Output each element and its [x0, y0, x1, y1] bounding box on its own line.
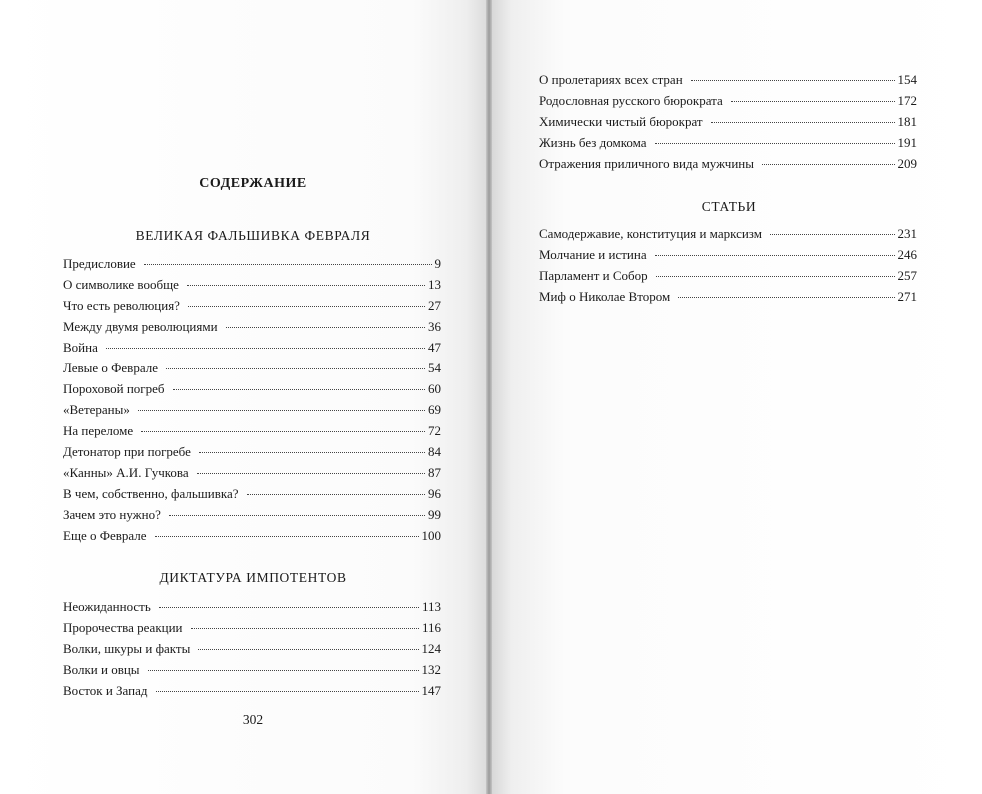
toc-entry	[63, 528, 441, 549]
toc-entry-page: 60	[428, 381, 441, 397]
toc-entry-title: Химически чистый бюрократ	[539, 113, 703, 129]
toc-entry-title: Родословная русского бюрократа	[539, 92, 723, 108]
toc-entry-page: 87	[428, 464, 441, 480]
toc-entry-title: «Канны» А.И. Гучкова	[63, 464, 189, 480]
toc-list	[539, 226, 917, 310]
dot-leader	[155, 536, 419, 537]
toc-entry-page: 47	[428, 339, 441, 355]
section-heading: ВЕЛИКАЯ ФАЛЬШИВКА ФЕВРАЛЯ	[135, 228, 371, 243]
toc-entry	[63, 507, 441, 528]
toc-entry	[63, 381, 441, 402]
toc-entry-title: Неожиданность	[63, 599, 151, 614]
dot-leader	[678, 297, 894, 298]
toc-entry-page: 231	[897, 226, 917, 241]
toc-entry-page: 72	[428, 423, 441, 439]
dot-leader	[199, 452, 425, 453]
toc-entry	[63, 465, 441, 486]
toc-entry-page: 100	[421, 527, 441, 543]
dot-leader	[226, 327, 425, 328]
toc-entry-page: 181	[897, 113, 917, 129]
toc-entry	[63, 683, 441, 704]
toc-entry-page: 99	[428, 506, 441, 522]
toc-entry-title: В чем, собственно, фальшивка?	[63, 485, 239, 501]
toc-entry-page: 84	[428, 444, 441, 460]
toc-entry	[63, 662, 441, 683]
toc-entry-page: 9	[434, 256, 441, 271]
dot-leader	[247, 494, 425, 495]
toc-entry-title: Предисловие	[63, 256, 136, 271]
toc-entry	[539, 156, 917, 177]
dot-leader	[141, 431, 425, 432]
toc-entry	[63, 641, 441, 662]
toc-entry	[63, 298, 441, 319]
toc-entry	[63, 256, 441, 277]
dot-leader	[711, 122, 895, 123]
left-page	[0, 0, 486, 794]
toc-entry-title: Левые о Феврале	[63, 360, 158, 376]
dot-leader	[187, 285, 425, 286]
toc-entry-page: 36	[428, 318, 441, 334]
toc-entry	[539, 268, 917, 289]
toc-entry-page: 246	[897, 246, 917, 262]
toc-entry-page: 132	[421, 661, 441, 677]
toc-entry-page: 116	[421, 619, 441, 635]
dot-leader	[731, 101, 895, 102]
dot-leader	[198, 649, 418, 650]
toc-entry	[539, 114, 917, 135]
toc-entry-title: Детонатор при погребе	[63, 444, 191, 460]
toc-entry-title: Парламент и Собор	[539, 267, 648, 283]
toc-entry-title: Миф о Николае Втором	[539, 288, 671, 304]
toc-entry	[63, 340, 441, 361]
toc-entry-page: 96	[428, 485, 441, 501]
toc-entry-title: Война	[63, 339, 98, 355]
toc-entry	[63, 620, 441, 641]
page-number: 302	[242, 712, 264, 727]
dot-leader	[156, 691, 419, 692]
toc-entry-title: Пророчества реакции	[63, 619, 183, 635]
toc-entry-title: Волки, шкуры и факты	[63, 640, 191, 656]
toc-entry	[63, 360, 441, 381]
toc-entry-page: 13	[428, 276, 441, 292]
toc-entry-page: 69	[428, 402, 441, 418]
toc-entry	[63, 423, 441, 444]
toc-entry-page: 147	[421, 682, 441, 698]
toc-entry-page: 257	[897, 267, 917, 283]
dot-leader	[762, 164, 895, 165]
toc-entry-page: 191	[897, 134, 917, 150]
toc-entry-page: 154	[897, 72, 917, 87]
toc-entry-title: Пороховой погреб	[63, 381, 165, 397]
dot-leader	[188, 306, 425, 307]
dot-leader	[144, 264, 432, 265]
dot-leader	[770, 234, 895, 235]
section-heading: СТАТЬИ	[701, 199, 757, 214]
toc-entry-title: Зачем это нужно?	[63, 506, 161, 522]
toc-entry-title: Между двумя революциями	[63, 318, 218, 334]
toc-entry-title: Что есть революция?	[63, 297, 180, 313]
section-heading: ДИКТАТУРА ИМПОТЕНТОВ	[159, 570, 347, 585]
dot-leader	[106, 348, 425, 349]
toc-entry	[539, 289, 917, 310]
dot-leader	[148, 670, 419, 671]
toc-entry-title: Восток и Запад	[63, 682, 148, 698]
right-page	[492, 0, 982, 794]
toc-entry	[539, 247, 917, 268]
toc-entry	[63, 486, 441, 507]
dot-leader	[173, 389, 426, 390]
toc-entry-page: 172	[897, 92, 917, 108]
toc-entry-title: Волки и овцы	[63, 661, 140, 677]
toc-entry-page: 54	[428, 360, 441, 376]
toc-entry-title: Жизнь без домкома	[539, 134, 647, 150]
toc-entry	[63, 444, 441, 465]
dot-leader	[138, 410, 425, 411]
toc-entry-title: Молчание и истина	[539, 246, 647, 262]
toc-entry-title: «Ветераны»	[63, 402, 130, 418]
toc-entry-title: Отражения приличного вида мужчины	[539, 155, 754, 171]
toc-entry-title: Еще о Феврале	[63, 527, 147, 543]
toc-entry-title: О пролетариях всех стран	[539, 72, 683, 87]
dot-leader	[655, 255, 895, 256]
dot-leader	[191, 628, 419, 629]
toc-entry	[63, 319, 441, 340]
toc-list	[63, 256, 441, 548]
toc-entry-title: На переломе	[63, 423, 134, 439]
toc-entry	[63, 277, 441, 298]
toc-title: СОДЕРЖАНИЕ	[199, 176, 307, 191]
dot-leader	[166, 368, 425, 369]
dot-leader	[655, 143, 895, 144]
toc-entry	[539, 226, 917, 247]
toc-entry	[539, 135, 917, 156]
toc-entry-page: 113	[421, 599, 441, 614]
dot-leader	[656, 276, 895, 277]
toc-entry-page: 124	[421, 640, 441, 656]
toc-entry-page: 209	[897, 155, 917, 171]
toc-entry-page: 271	[897, 288, 917, 304]
dot-leader	[691, 80, 895, 81]
dot-leader	[169, 515, 425, 516]
toc-list	[539, 72, 917, 176]
toc-list	[63, 599, 441, 703]
toc-entry	[539, 72, 917, 93]
toc-entry-page: 27	[428, 297, 441, 313]
dot-leader	[159, 607, 419, 608]
toc-entry	[63, 599, 441, 620]
toc-entry-title: О символике вообще	[63, 276, 179, 292]
toc-entry	[63, 402, 441, 423]
toc-entry-title: Самодержавие, конституция и марксизм	[539, 226, 762, 241]
dot-leader	[197, 473, 425, 474]
toc-entry	[539, 93, 917, 114]
